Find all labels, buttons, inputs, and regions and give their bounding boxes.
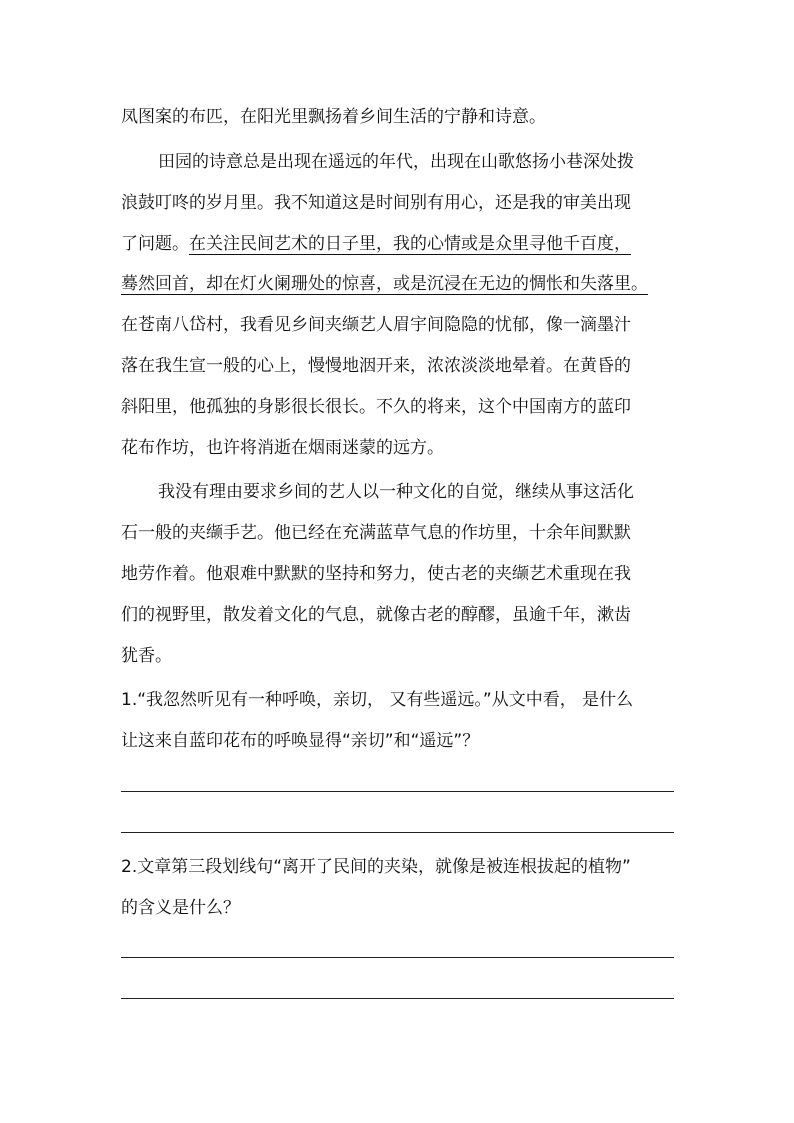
paragraph-2-line-5: 在苍南八岱村，我看见乡间夹缬艺人眉宇间隐隐的忧郁，像一滴墨汁 — [121, 315, 631, 335]
question-2-line-1: 2.文章第三段划线句“离开了民间的夹染，就像是被连根拔起的植物” — [121, 857, 631, 877]
question-2-answer-line-2[interactable] — [121, 998, 674, 999]
underlined-sentence-part-1: 在关注民间艺术的日子里，我的心情或是众里寻他千百度， — [189, 234, 631, 254]
question-1-line-2: 让这来自蓝印花布的呼唤显得“亲切”和“遥远”？ — [121, 731, 480, 751]
paragraph-2-line-3-text: 了问题。 — [121, 234, 189, 254]
paragraph-2-line-7: 斜阳里，他孤独的身影很长很长。不久的将来，这个中国南方的蓝印 — [121, 397, 631, 417]
paragraph-2-line-2: 浪鼓叮咚的岁月里。我不知道这是时间别有用心，还是我的审美出现 — [121, 193, 631, 213]
paragraph-3-line-1: 我没有理由要求乡间的艺人以一种文化的自觉，继续从事这活化 — [158, 482, 634, 502]
paragraph-2-line-4 — [121, 273, 648, 295]
paragraph-2-line-1: 田园的诗意总是出现在遥远的年代，出现在山歌悠扬小巷深处拨 — [158, 152, 634, 172]
paragraph-3-line-4: 们的视野里，散发着文化的气息，就像古老的醇醪，虽逾千年，漱齿 — [121, 605, 631, 625]
paragraph-2-line-8: 花布作坊，也许将消逝在烟雨迷蒙的远方。 — [121, 438, 444, 458]
underlined-sentence-part-2: 蓦然回首，却在灯火阑珊处的惊喜，或是沉浸在无边的惆怅和失落里。 — [121, 274, 648, 294]
paragraph-2-line-6: 落在我生宣一般的心上，慢慢地洇开来，浓浓淡淡地晕着。在黄昏的 — [121, 356, 631, 376]
paragraph-2-line-3 — [121, 233, 631, 255]
question-2-answer-line-1[interactable] — [121, 957, 674, 958]
paragraph-1-end: 凤图案的布匹，在阳光里飘扬着乡间生活的宁静和诗意。 — [121, 107, 546, 127]
question-1-line-1: 1.“我忽然听见有一种呼唤，亲切， 又有些遥远。”从文中看， 是什么 — [121, 690, 634, 710]
paragraph-3-line-3: 地劳作着。他艰难中默默的坚持和努力，使古老的夹缬艺术重现在我 — [121, 564, 631, 584]
question-1-answer-line-1[interactable] — [121, 791, 674, 792]
question-2-line-2: 的含义是什么？ — [121, 898, 240, 918]
paragraph-3-line-2: 石一般的夹缬手艺。他已经在充满蓝草气息的作坊里，十余年间默默 — [121, 523, 631, 543]
question-1-answer-line-2[interactable] — [121, 832, 674, 833]
paragraph-3-line-5: 犹香。 — [121, 646, 172, 666]
